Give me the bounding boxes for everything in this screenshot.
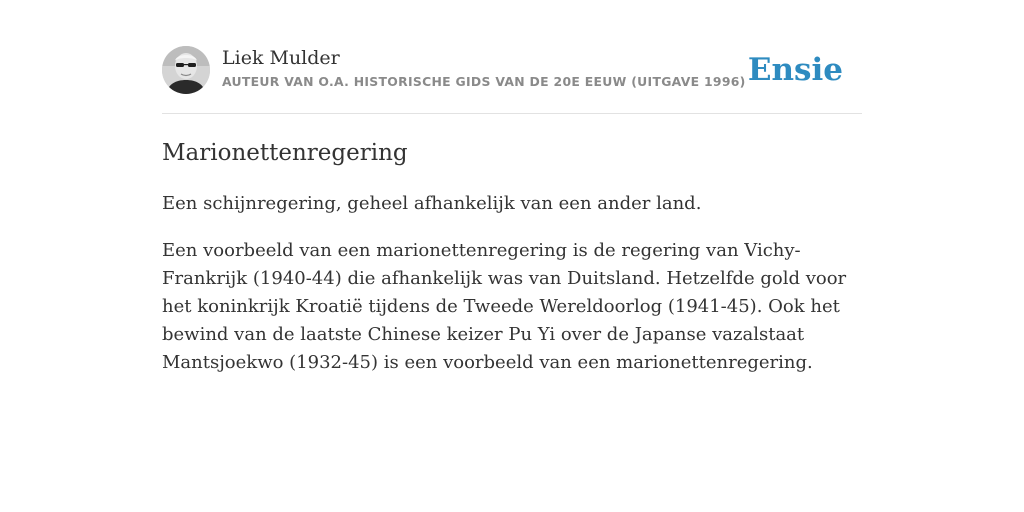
ensie-logo[interactable]: Ensie (747, 52, 843, 88)
author-portrait-icon (162, 46, 210, 94)
entry-body (162, 190, 862, 377)
entry-title: Marionettenregering (162, 140, 408, 166)
entry-definition: Een schijnregering, geheel afhankelijk van een ander land. (162, 193, 702, 214)
entry-card (162, 0, 862, 396)
author-avatar[interactable] (162, 46, 210, 94)
entry-header (162, 0, 862, 114)
entry-example: Een voorbeeld van een marionettenregering is de regering van Vichy-Frankrijk (1940-44) die afhankelijk was van Duitsland. Hetzelfde gold voor het koninkrijk Kroatië tijdens de Tweede Wereldoorlog (1941-45). Ook het bewind van de laatste Chinese keizer Pu Yi over de Japanse vazalstaat Mantsjoekwo (1932-45) is een voorbeeld van een marionettenregering. (162, 240, 847, 373)
author-name[interactable]: Liek Mulder (222, 47, 340, 69)
author-subtitle: AUTEUR VAN O.A. HISTORISCHE GIDS VAN DE 20E EEUW (UITGAVE 1996) (222, 74, 746, 89)
